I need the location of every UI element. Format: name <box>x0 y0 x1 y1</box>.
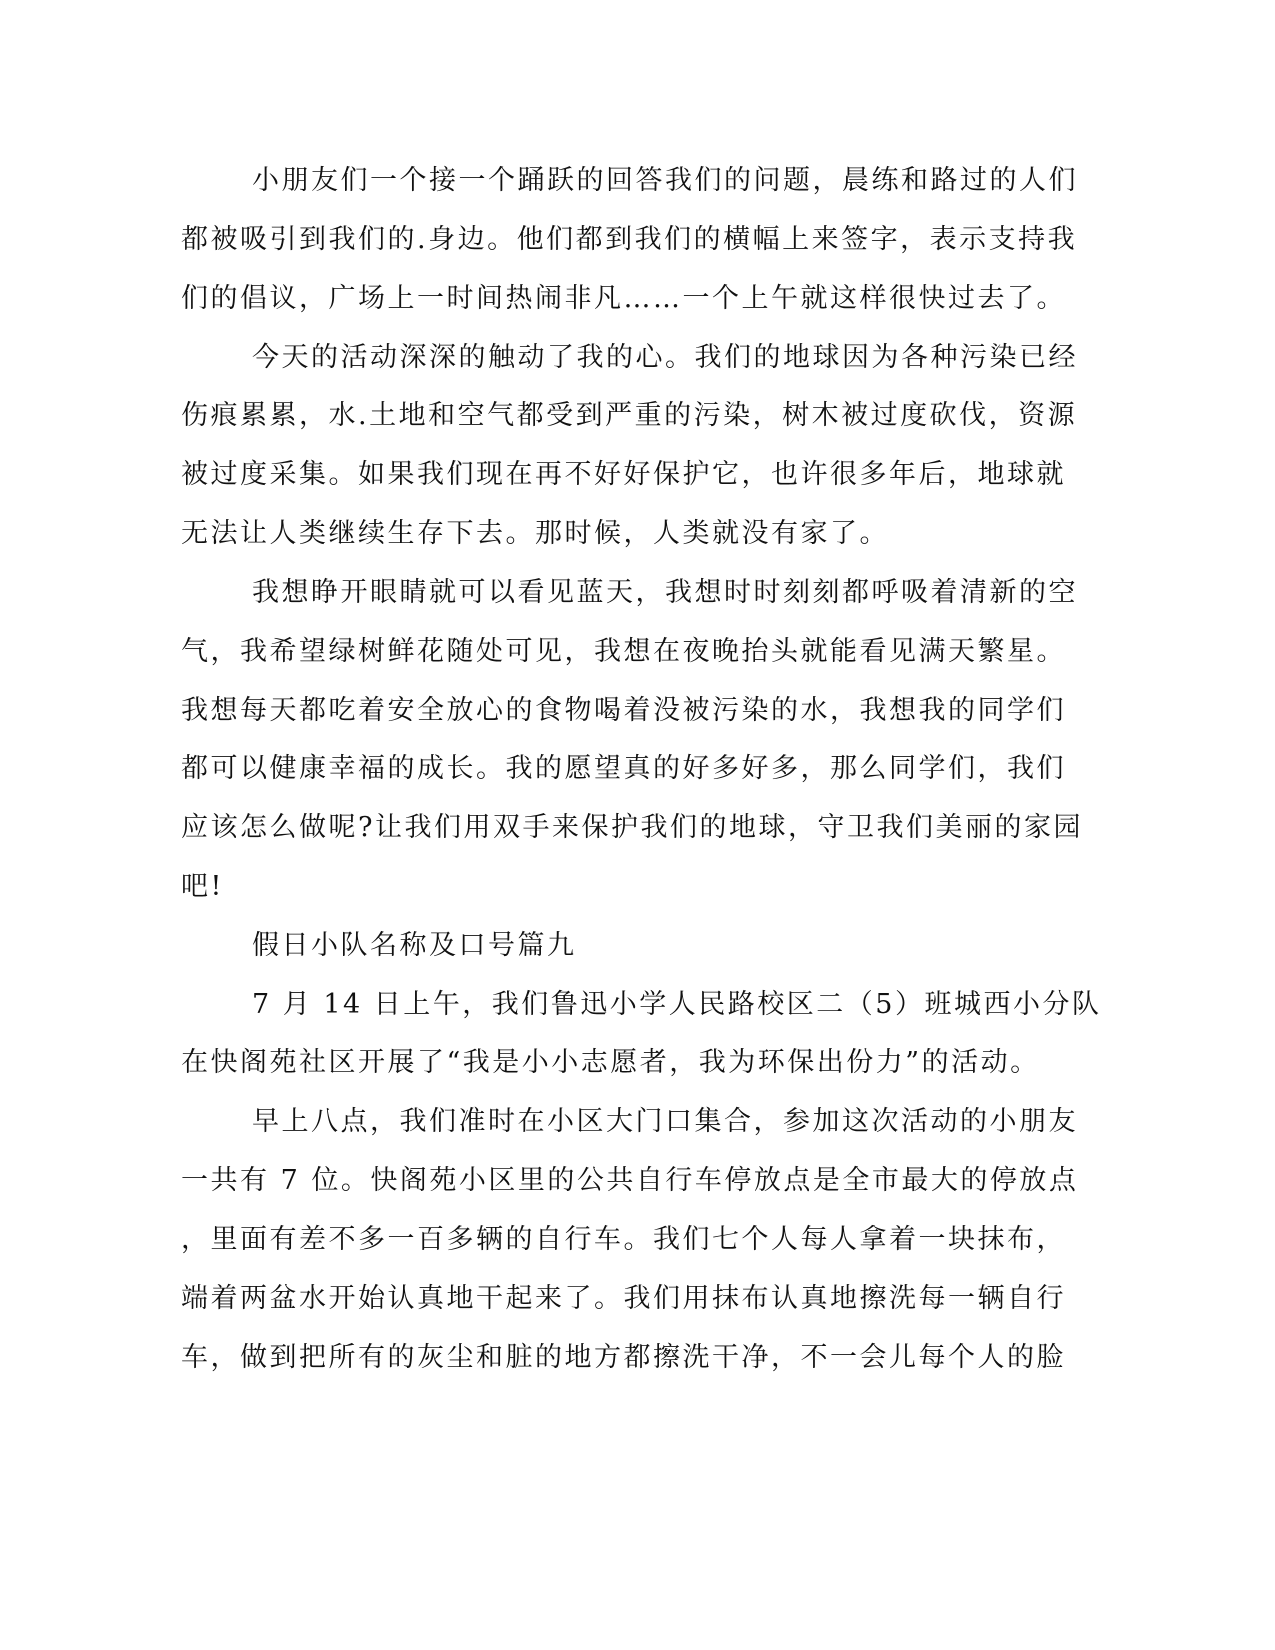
text-line: 我想睁开眼睛就可以看见蓝天，我想时时刻刻都呼吸着清新的空 <box>252 577 1078 608</box>
text-line: 被过度采集。如果我们现在再不好好保护它，也许很多年后，地球就 <box>181 459 1066 490</box>
text-line: 吧! <box>181 871 224 902</box>
text-line: 早上八点，我们准时在小区大门口集合，参加这次活动的小朋友 <box>252 1106 1078 1137</box>
text-line: 车，做到把所有的灰尘和脏的地方都擦洗干净，不一会儿每个人的脸 <box>181 1342 1066 1373</box>
text-line: 气，我希望绿树鲜花随处可见，我想在夜晚抬头就能看见满天繁星。 <box>181 636 1066 667</box>
text-line: 一共有 7 位。快阁苑小区里的公共自行车停放点是全市最大的停放点 <box>181 1165 1079 1196</box>
text-line: 小朋友们一个接一个踊跃的回答我们的问题，晨练和路过的人们 <box>252 165 1078 196</box>
text-line: 今天的活动深深的触动了我的心。我们的地球因为各种污染已经 <box>252 342 1078 373</box>
text-line: 7 月 14 日上午，我们鲁迅小学人民路校区二（5）班城西小分队 <box>252 989 1102 1020</box>
text-line: 端着两盆水开始认真地干起来了。我们用抹布认真地擦洗每一辆自行 <box>181 1283 1066 1314</box>
text-line: 都被吸引到我们的.身边。他们都到我们的横幅上来签字，表示支持我 <box>181 224 1078 255</box>
text-line: 无法让人类继续生存下去。那时候，人类就没有家了。 <box>181 518 889 549</box>
text-line: 我想每天都吃着安全放心的食物喝着没被污染的水，我想我的同学们 <box>181 695 1066 726</box>
text-line: 们的倡议，广场上一时间热闹非凡……一个上午就这样很快过去了。 <box>181 283 1066 314</box>
text-line: 都可以健康幸福的成长。我的愿望真的好多好多，那么同学们，我们 <box>181 753 1066 784</box>
text-line: 应该怎么做呢?让我们用双手来保护我们的地球，守卫我们美丽的家园 <box>181 812 1083 843</box>
section-heading: 假日小队名称及口号篇九 <box>252 930 577 961</box>
text-line: ，里面有差不多一百多辆的自行车。我们七个人每人拿着一块抹布， <box>181 1224 1066 1255</box>
text-line: 伤痕累累，水.土地和空气都受到严重的污染，树木被过度砍伐，资源 <box>181 400 1078 431</box>
text-line: 在快阁苑社区开展了“我是小小志愿者，我为环保出份力”的活动。 <box>181 1047 1040 1078</box>
